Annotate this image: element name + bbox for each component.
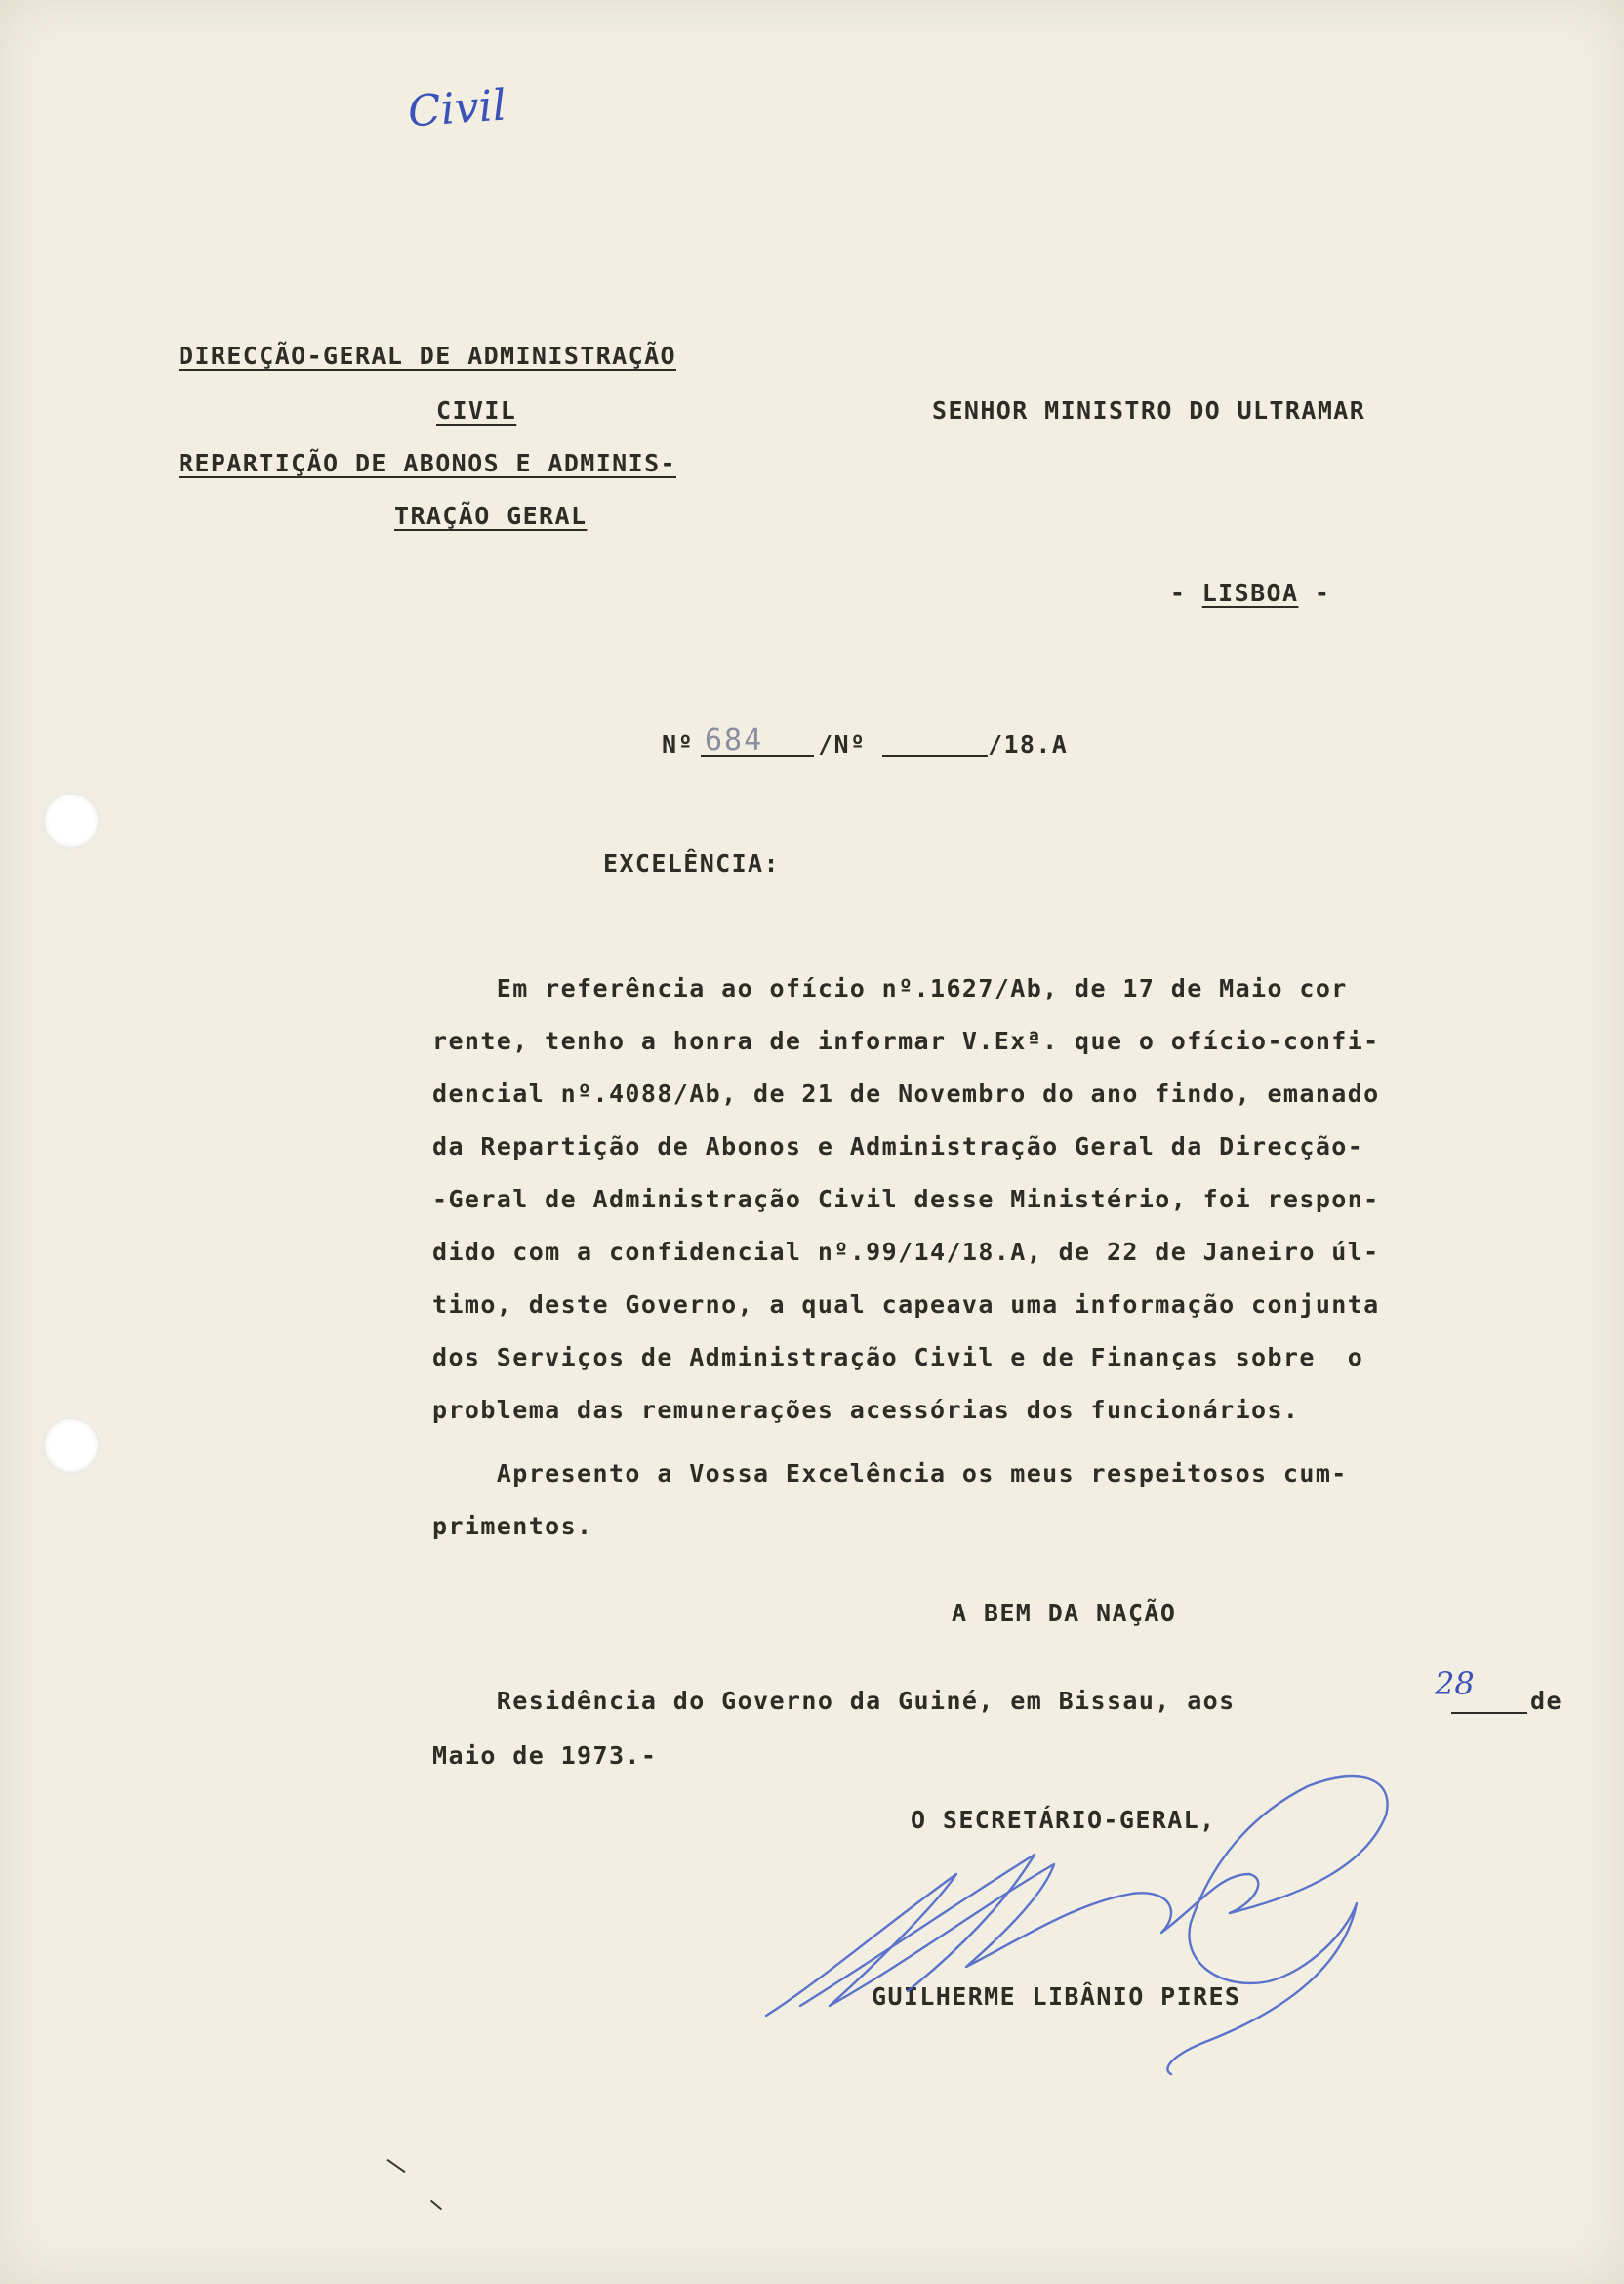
reference-prefix: Nº [662,730,694,758]
body-line: dido com a confidencial nº.99/14/18.A, de 22 de Janeiro úl- [432,1238,1380,1266]
place-line: Residência do Governo da Guiné, em Bissau, aos [432,1687,1236,1715]
handwritten-signature [761,1757,1396,2079]
salutation: EXCELÊNCIA: [603,849,780,877]
addressee-title: SENHOR MINISTRO DO ULTRAMAR [932,396,1366,425]
body-line: -Geral de Administração Civil desse Ministério, foi respon- [432,1185,1380,1213]
body-line: dencial nº.4088/Ab, de 21 de Novembro do ano findo, emanado [432,1080,1380,1108]
reference-suffix: /18.A [988,730,1069,758]
closing-line: Apresento a Vossa Excelência os meus respeitosos cum- [432,1459,1348,1488]
motto: A BEM DA NAÇÃO [952,1599,1177,1627]
reference-second-blank [882,755,988,757]
reference-number: 684 [705,723,764,757]
department-line-1: DIRECÇÃO-GERAL DE ADMINISTRAÇÃO [179,342,676,370]
stray-mark [430,2200,442,2211]
signer-name: GUILHERME LIBÂNIO PIRES [872,1982,1241,2011]
place-de: de [1530,1687,1563,1715]
department-line-4: TRAÇÃO GERAL [394,502,588,530]
body-line: problema das remunerações acessórias dos funcionários. [432,1396,1300,1424]
body-line: da Repartição de Abonos e Administração Geral da Direcção- [432,1132,1364,1161]
closing-line: primentos. [432,1512,593,1540]
addressee-city-suffix: - [1298,579,1331,607]
stray-mark [386,2159,405,2173]
date-line: Maio de 1973.- [432,1741,658,1770]
handwritten-annotation: Civil [406,80,508,138]
handwritten-day: 28 [1435,1665,1475,1702]
punch-hole-upper [43,793,100,849]
addressee-city: LISBOA [1201,579,1299,607]
punch-hole-lower [43,1417,100,1474]
department-line-3: REPARTIÇÃO DE ABONOS E ADMINIS- [179,449,676,477]
day-blank [1451,1712,1527,1714]
body-line: rente, tenho a honra de informar V.Exª. que o ofício-confi- [432,1027,1380,1055]
body-line: Em referência ao ofício nº.1627/Ab, de 17 de Maio cor [432,974,1348,1002]
reference-middle: /Nº [818,730,867,758]
signer-title: O SECRETÁRIO-GERAL, [911,1806,1216,1834]
addressee-city-line [1106,556,1330,630]
addressee-city-prefix: - [1169,579,1202,607]
body-line: timo, deste Governo, a qual capeava uma informação conjunta [432,1290,1380,1319]
department-line-2: CIVIL [436,396,517,425]
body-line: dos Serviços de Administração Civil e de Finanças sobre o [432,1343,1364,1371]
